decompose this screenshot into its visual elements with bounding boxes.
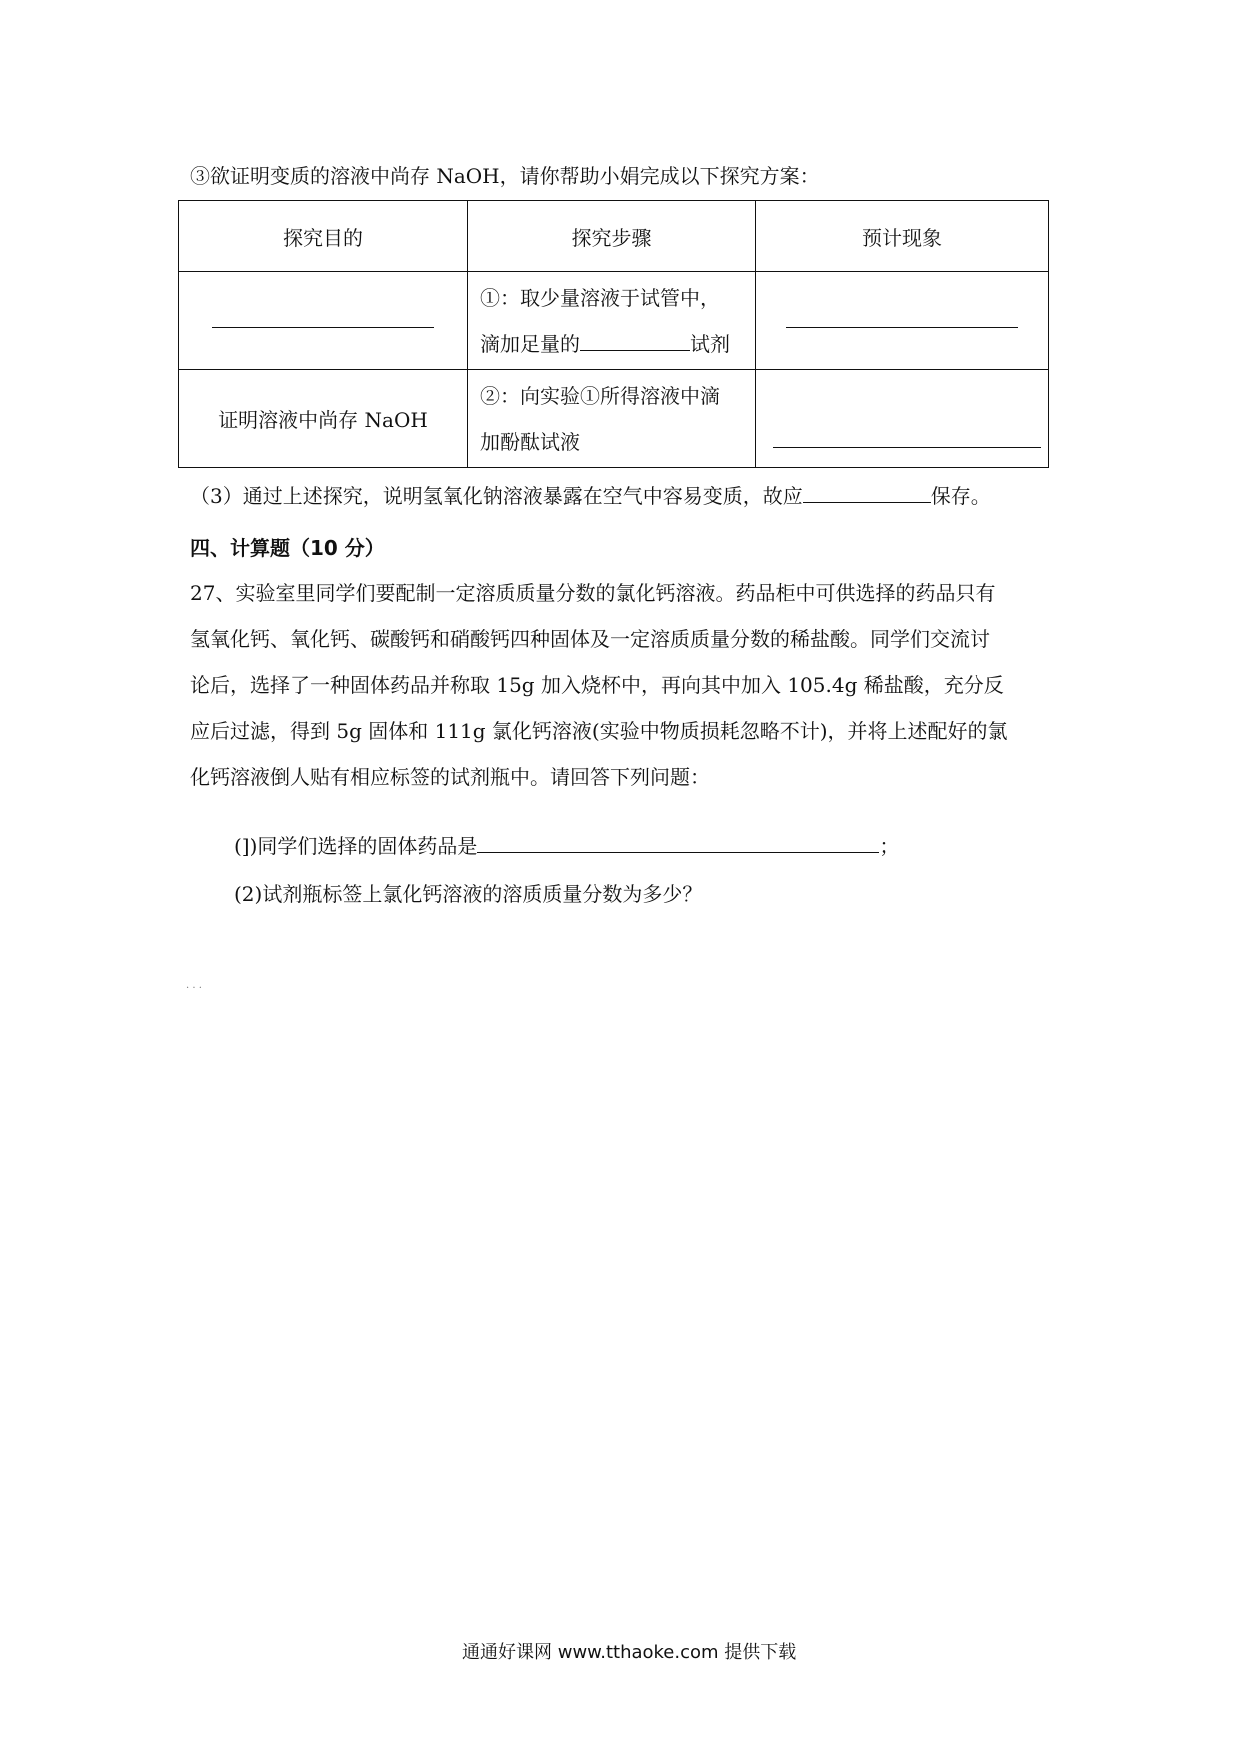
- header-phenomenon: 预计现象: [756, 201, 1049, 272]
- purpose-cell: 证明溶液中尚存 NaOH: [179, 370, 468, 468]
- step-line: ①：取少量溶液于试管中，: [480, 285, 720, 310]
- sub-question-2: (2)试剂瓶标签上氯化钙溶液的溶质质量分数为多少？: [234, 882, 703, 906]
- step-line: ②：向实验①所得溶液中滴: [480, 383, 720, 408]
- purpose-blank-cell[interactable]: [179, 272, 468, 370]
- paragraph-line: 化钙溶液倒人贴有相应标签的试剂瓶中。请回答下列问题：: [190, 765, 710, 789]
- reagent-answer-blank[interactable]: [580, 328, 690, 351]
- table-row: [179, 370, 1049, 468]
- table-row: [179, 272, 1049, 370]
- question-3: （3）通过上述探究，说明氢氧化钠溶液暴露在空气中容易变质，故应 保存。: [190, 480, 991, 509]
- section-heading: 四、计算题（10 分）: [190, 536, 385, 560]
- paragraph-line: 应后过滤，得到 5g 固体和 111g 氯化钙溶液(实验中物质损耗忽略不计)，并将上述配好的氯: [190, 719, 1008, 743]
- sub-question-1: (])同学们选择的固体药品是 ；: [234, 830, 899, 859]
- inquiry-table: [178, 200, 1049, 468]
- paragraph-line: 氢氧化钙、氧化钙、碳酸钙和硝酸钙四种固体及一定溶质质量分数的稀盐酸。同学们交流讨: [190, 627, 990, 651]
- purpose-answer-line[interactable]: [212, 325, 434, 328]
- header-purpose: 探究目的: [179, 201, 468, 272]
- storage-answer-blank[interactable]: [803, 480, 931, 503]
- step-line: 加酚酞试液: [480, 429, 580, 454]
- phenomenon-answer-line[interactable]: [773, 445, 1041, 448]
- paragraph-line: 27、实验室里同学们要配制一定溶质质量分数的氯化钙溶液。药品柜中可供选择的药品只有: [190, 581, 996, 605]
- phenomenon-blank-cell[interactable]: [756, 272, 1049, 370]
- page-footer: 通通好课网 www.tthaoke.com 提供下载: [462, 1642, 797, 1663]
- phenomenon-blank-cell[interactable]: [756, 370, 1049, 468]
- intro-line: ③欲证明变质的溶液中尚存 NaOH，请你帮助小娟完成以下探究方案：: [190, 164, 820, 188]
- phenomenon-answer-line[interactable]: [786, 325, 1018, 328]
- paragraph-line: 论后，选择了一种固体药品并称取 15g 加入烧杯中，再向其中加入 105.4g 稀盐酸，充分反: [190, 673, 1004, 697]
- table-header-row: [179, 201, 1049, 272]
- header-steps: 探究步骤: [468, 201, 756, 272]
- step-line: 滴加足量的 试剂: [480, 321, 755, 367]
- solid-reagent-answer-blank[interactable]: [477, 830, 879, 853]
- step-cell: [468, 272, 756, 370]
- question-27: [190, 570, 1060, 800]
- step-cell: [468, 370, 756, 468]
- stray-dots: . . .: [186, 980, 202, 991]
